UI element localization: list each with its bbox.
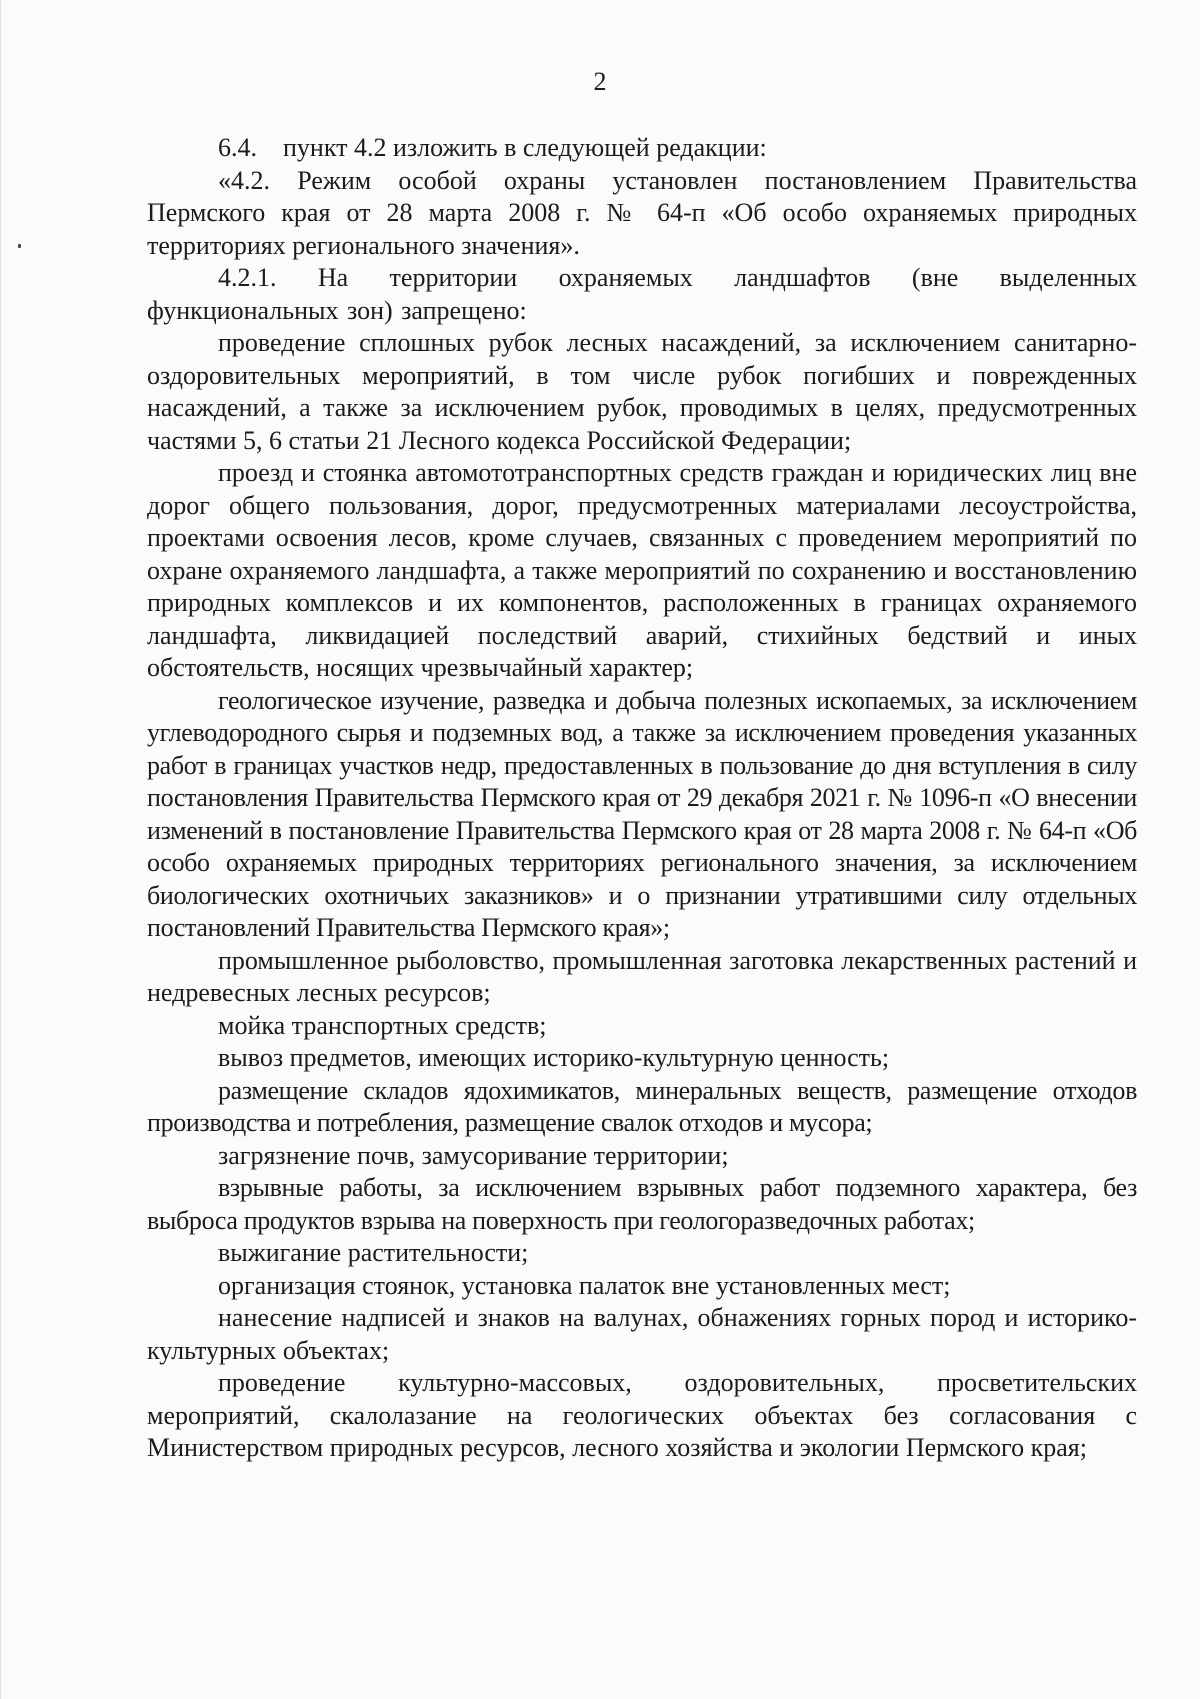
paragraph-soil-pollution: загрязнение почв, замусоривание территории; (218, 1140, 729, 1170)
scan-speck (18, 244, 21, 248)
paragraph-vehicle-traffic: проезд и стоянка автомототранспортных средств граждан и юридических лиц вне дорог общего пользования, дорог, предусмотренных материалами лесоустройства, проектами освоения лесов, кроме случаев, связанных с проведением мероприятий по охране охраняемого ландшафта, а также мероприятий по сохранению и восстановлению природных комплексов и их компонентов, расположенных в границах охраняемого ландшафта, ликвидацией последствий аварий, стихийных бедствий и иных обстоятельств, носящих чрезвычайный характер; (147, 458, 1137, 682)
paragraph-geological-study: геологическое изучение, разведка и добыча полезных ископаемых, за исключением углеводородного сырья и подземных вод, а также за исключением проведения указанных работ в границах участков недр, предоставленных в пользование до дня вступления в силу постановления Правительства Пермского края от 29 декабря 2021 г. № 1096-п «О внесении изменений в постановление Правительства Пермского края от 28 марта 2008 г. № 64-п «Об особо охраняемых природных территориях регионального значения, за исключением биологических охотничьих заказников» и о признании утратившими силу отдельных постановлений Правительства Пермского края»; (147, 685, 1137, 942)
paragraph-vehicle-washing: мойка транспортных средств; (218, 1010, 547, 1040)
paragraph-6-4: 6.4. пункт 4.2 изложить в следующей редакции: (218, 133, 767, 162)
paragraph-4-2-1: 4.2.1. На территории охраняемых ландшафтов (вне выделенных функциональных зон) запрещено: (147, 263, 1137, 325)
paragraph-mass-events: проведение культурно-массовых, оздоровительных, просветительских мероприятий, скалолазание на геологических объектах без согласования с Министерством природных ресурсов, лесного хозяйства и экологии Пермского края; (147, 1368, 1137, 1462)
paragraph-waste-storage: размещение складов ядохимикатов, минеральных веществ, размещение отходов производства и потребления, размещение свалок отходов и мусора; (147, 1075, 1137, 1137)
page-number: 2 (593, 67, 607, 96)
paragraph-camping: организация стоянок, установка палаток вне установленных мест; (218, 1270, 951, 1300)
document-body (147, 132, 1137, 1465)
paragraph-clear-cutting: проведение сплошных рубок лесных насаждений, за исключением санитарно-оздоровительных мероприятий, в том числе рубок погибших и поврежденных насаждений, а также за исключением рубок, проводимых в целях, предусмотренных частями 5, 6 статьи 21 Лесного кодекса Российской Федерации; (147, 328, 1137, 455)
paragraph-vegetation-burning: выжигание растительности; (218, 1238, 529, 1267)
paragraph-inscriptions: нанесение надписей и знаков на валунах, обнажениях горных пород и историко-культурных объектах; (147, 1303, 1137, 1365)
paragraph-industrial-fishing: промышленное рыболовство, промышленная заготовка лекарственных растений и недревесных лесных ресурсов; (147, 945, 1137, 1007)
paragraph-4-2: «4.2. Режим особой охраны установлен постановлением Правительства Пермского края от 28 марта 2008 г. № 64-п «Об особо охраняемых природных территориях регионального значения». (147, 165, 1137, 260)
paragraph-blasting: взрывные работы, за исключением взрывных работ подземного характера, без выброса продуктов взрыва на поверхность при геологоразведочных работах; (147, 1173, 1137, 1235)
paragraph-cultural-items-export: вывоз предметов, имеющих историко-культурную ценность; (218, 1043, 890, 1072)
